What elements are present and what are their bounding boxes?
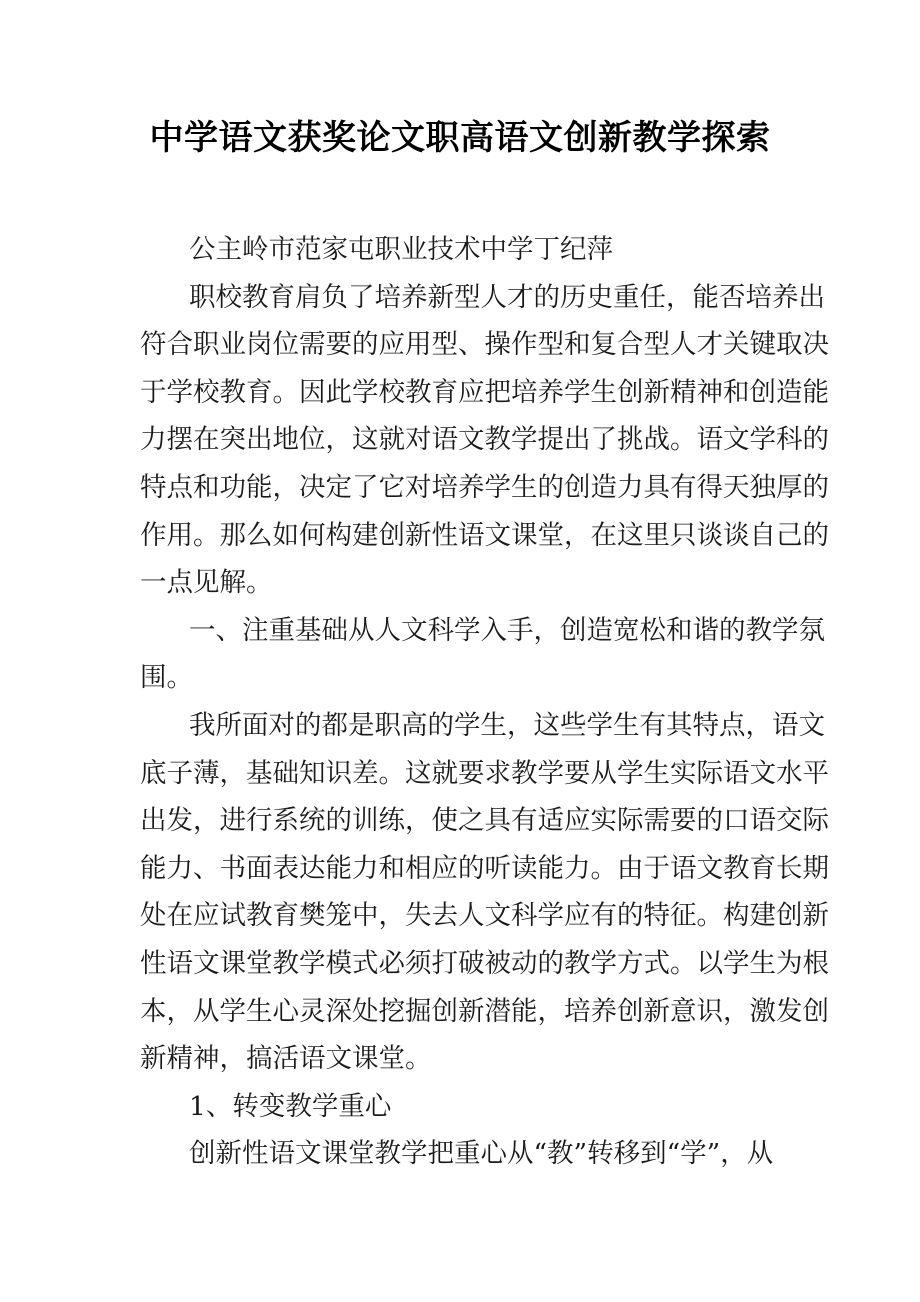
paragraph-line: 力摆在突出地位，这就对语文教学提出了挑战。语文学科的 [140,424,829,456]
heading-line: 一、注重基础从人文科学入手，创造宽松和谐的教学氛 [189,614,825,646]
paragraph-line: 我所面对的都是职高的学生，这些学生有其特点，语文 [189,709,825,741]
paragraph-line: 本，从学生心灵深处挖掘创新潜能，培养创新意识，激发创 [140,995,829,1027]
subsection-heading-1 [140,1083,800,1131]
paragraph-line: 创新性语文课堂教学把重心从“教”转移到“学”，从 [189,1138,774,1170]
paragraph-line: 于学校教育。因此学校教育应把培养学生创新精神和创造能 [140,376,829,408]
subsection-1-paragraph [140,1130,800,1178]
paragraph-line: 职校教育肩负了培养新型人才的历史重任，能否培养出 [189,281,825,313]
document-title: 中学语文获奖论文职高语文创新教学探索 [149,118,771,158]
heading-line: 围。 [140,662,193,694]
paragraph-line: 新精神，搞活语文课堂。 [140,1043,432,1075]
author-line: 公主岭市范家屯职业技术中学丁纪萍 [189,234,613,265]
paragraph-line: 能力、书面表达能力和相应的听读能力。由于语文教育长期 [140,852,829,884]
paragraph-line: 处在应试教育樊笼中，失去人文科学应有的特征。构建创新 [140,900,829,932]
section-1-paragraph [140,702,829,1083]
document-body [140,226,829,1178]
paragraph-line: 特点和功能，决定了它对培养学生的创造力具有得天独厚的 [140,471,829,503]
paragraph-line: 一点见解。 [140,567,273,599]
paragraph-line: 性语文课堂教学模式必须打破被动的教学方式。以学生为根 [140,947,829,979]
intro-paragraph [140,274,829,607]
paragraph-line: 符合职业岗位需要的应用型、操作型和复合型人才关键取决 [140,329,829,361]
section-heading-1 [140,607,825,702]
paragraph-line: 出发，进行系统的训练，使之具有适应实际需要的口语交际 [140,805,829,837]
heading-line: 1、转变教学重心 [189,1090,392,1122]
paragraph-line: 底子薄，基础知识差。这就要求教学要从学生实际语文水平 [140,757,829,789]
paragraph-line: 作用。那么如何构建创新性语文课堂，在这里只谈谈自己的 [140,519,829,551]
